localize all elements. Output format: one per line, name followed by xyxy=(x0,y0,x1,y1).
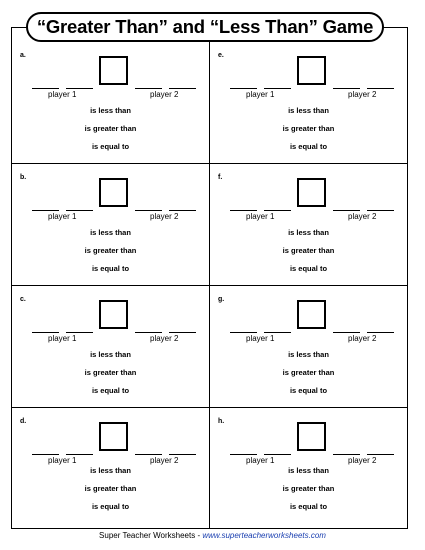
digit-blank[interactable] xyxy=(367,332,394,333)
player-1-label: player 1 xyxy=(246,90,275,99)
digit-blank[interactable] xyxy=(230,332,257,333)
choice-equal-to: is equal to xyxy=(91,264,130,273)
digit-blank[interactable] xyxy=(32,210,59,211)
choice-less-than: is less than xyxy=(288,106,329,115)
problem-letter: d. xyxy=(20,418,27,425)
choice-equal-to: is equal to xyxy=(289,264,328,273)
player-2-label: player 2 xyxy=(150,212,179,221)
problem-letter: c. xyxy=(20,296,26,303)
digit-blank[interactable] xyxy=(135,88,162,89)
digit-blank[interactable] xyxy=(264,210,291,211)
digit-blank[interactable] xyxy=(169,88,196,89)
comparison-box[interactable] xyxy=(99,56,128,85)
choice-greater-than: is greater than xyxy=(84,246,137,255)
choice-equal-to: is equal to xyxy=(289,142,328,151)
digit-blank[interactable] xyxy=(32,88,59,89)
digit-blank[interactable] xyxy=(135,454,162,455)
comparison-box[interactable] xyxy=(297,422,326,451)
digit-blank[interactable] xyxy=(66,454,93,455)
digit-blank[interactable] xyxy=(169,332,196,333)
footer xyxy=(0,531,425,540)
player-1-label: player 1 xyxy=(246,334,275,343)
choice-less-than: is less than xyxy=(288,228,329,237)
title-banner xyxy=(26,12,384,42)
choice-less-than: is less than xyxy=(288,466,329,475)
choice-less-than: is less than xyxy=(288,350,329,359)
digit-blank[interactable] xyxy=(367,88,394,89)
digit-blank[interactable] xyxy=(66,88,93,89)
digit-blank[interactable] xyxy=(32,454,59,455)
digit-blank[interactable] xyxy=(367,454,394,455)
player-1-label: player 1 xyxy=(48,90,77,99)
problem-letter: g. xyxy=(218,296,225,303)
problem-d xyxy=(12,408,209,530)
footer-brand: Super Teacher Worksheets xyxy=(99,531,196,540)
digit-blank[interactable] xyxy=(264,454,291,455)
choice-equal-to: is equal to xyxy=(289,502,328,511)
player-2-label: player 2 xyxy=(348,90,377,99)
footer-separator: - xyxy=(195,531,203,540)
digit-blank[interactable] xyxy=(333,210,360,211)
player-1-label: player 1 xyxy=(246,456,275,465)
digit-blank[interactable] xyxy=(66,332,93,333)
problem-c xyxy=(12,286,209,408)
player-1-label: player 1 xyxy=(48,334,77,343)
digit-blank[interactable] xyxy=(333,454,360,455)
problem-letter: b. xyxy=(20,174,27,181)
comparison-box[interactable] xyxy=(297,300,326,329)
comparison-box[interactable] xyxy=(99,422,128,451)
digit-blank[interactable] xyxy=(169,454,196,455)
choice-greater-than: is greater than xyxy=(84,368,137,377)
digit-blank[interactable] xyxy=(264,88,291,89)
digit-blank[interactable] xyxy=(135,332,162,333)
digit-blank[interactable] xyxy=(169,210,196,211)
problem-f xyxy=(210,164,407,286)
player-1-label: player 1 xyxy=(48,456,77,465)
digit-blank[interactable] xyxy=(333,332,360,333)
problem-h xyxy=(210,408,407,530)
comparison-box[interactable] xyxy=(297,178,326,207)
choice-equal-to: is equal to xyxy=(289,386,328,395)
problem-e xyxy=(210,42,407,164)
choice-equal-to: is equal to xyxy=(91,502,130,511)
problem-letter: e. xyxy=(218,52,224,59)
comparison-box[interactable] xyxy=(99,300,128,329)
choice-equal-to: is equal to xyxy=(91,142,130,151)
choice-greater-than: is greater than xyxy=(282,484,335,493)
problem-letter: f. xyxy=(218,174,223,181)
digit-blank[interactable] xyxy=(32,332,59,333)
choice-greater-than: is greater than xyxy=(84,124,137,133)
comparison-box[interactable] xyxy=(297,56,326,85)
digit-blank[interactable] xyxy=(135,210,162,211)
choice-less-than: is less than xyxy=(90,466,131,475)
digit-blank[interactable] xyxy=(333,88,360,89)
comparison-box[interactable] xyxy=(99,178,128,207)
problem-g xyxy=(210,286,407,408)
problem-a xyxy=(12,42,209,164)
problem-letter: h. xyxy=(218,418,225,425)
choice-less-than: is less than xyxy=(90,350,131,359)
choice-greater-than: is greater than xyxy=(282,124,335,133)
digit-blank[interactable] xyxy=(230,210,257,211)
digit-blank[interactable] xyxy=(230,454,257,455)
player-1-label: player 1 xyxy=(246,212,275,221)
digit-blank[interactable] xyxy=(66,210,93,211)
player-1-label: player 1 xyxy=(48,212,77,221)
player-2-label: player 2 xyxy=(348,212,377,221)
digit-blank[interactable] xyxy=(264,332,291,333)
problem-b xyxy=(12,164,209,286)
choice-greater-than: is greater than xyxy=(84,484,137,493)
player-2-label: player 2 xyxy=(150,456,179,465)
digit-blank[interactable] xyxy=(230,88,257,89)
choice-less-than: is less than xyxy=(90,106,131,115)
choice-greater-than: is greater than xyxy=(282,246,335,255)
problem-letter: a. xyxy=(20,52,26,59)
player-2-label: player 2 xyxy=(348,456,377,465)
player-2-label: player 2 xyxy=(150,90,179,99)
choice-less-than: is less than xyxy=(90,228,131,237)
choice-equal-to: is equal to xyxy=(91,386,130,395)
player-2-label: player 2 xyxy=(348,334,377,343)
choice-greater-than: is greater than xyxy=(282,368,335,377)
page-title: “Greater Than” and “Less Than” Game xyxy=(36,16,374,37)
digit-blank[interactable] xyxy=(367,210,394,211)
player-2-label: player 2 xyxy=(150,334,179,343)
footer-url-link[interactable]: www.superteacherworksheets.com xyxy=(202,531,326,540)
